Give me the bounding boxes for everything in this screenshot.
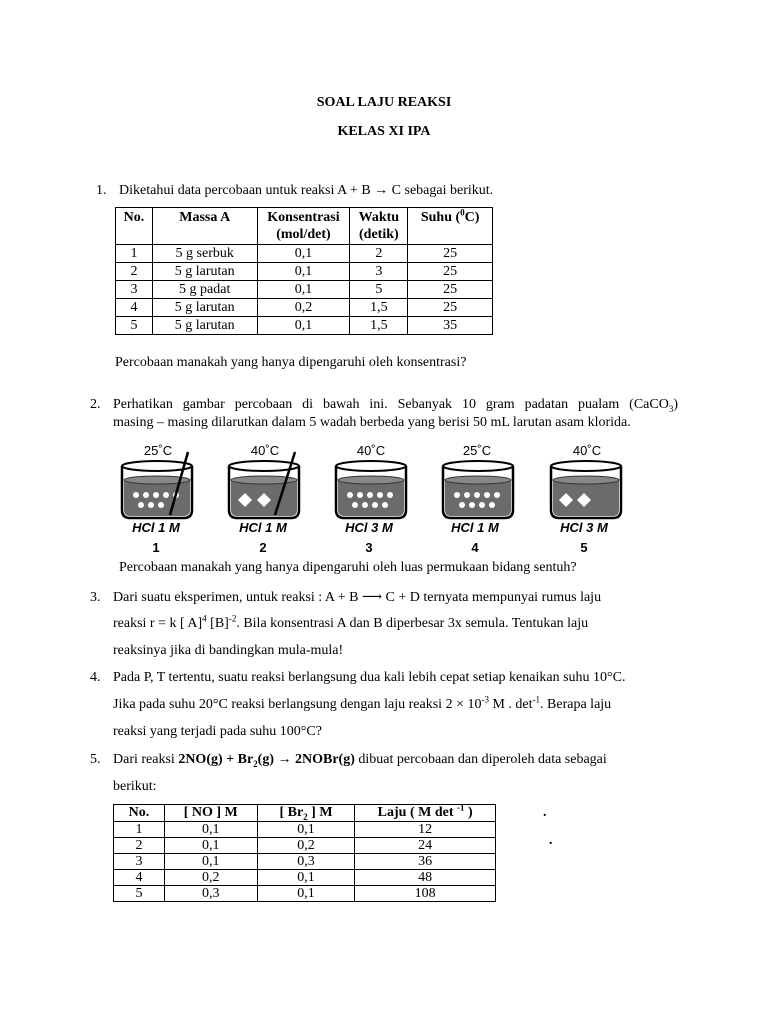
cell-massa: 5 g serbuk: [152, 245, 257, 263]
table-row: [114, 854, 496, 870]
cell-no-conc: 0,3: [164, 886, 257, 902]
q5-table: [113, 804, 496, 902]
q5-line2: berikut:: [113, 779, 157, 794]
cell-konsentrasi: 0,1: [257, 317, 350, 335]
cell-waktu: 3: [350, 263, 408, 281]
q1-table: [115, 207, 493, 335]
cell-no: 5: [116, 317, 153, 335]
q2-line1: Perhatikan gambar percobaan di bawah ini. Sebanyak 10 gram padatan pualam (CaCO$_3$): [113, 397, 678, 414]
beaker-1: [122, 452, 192, 518]
cell-br: 0,1: [257, 870, 355, 886]
q1-header-massa: Massa A: [152, 208, 257, 245]
q5-header-laju: Laju ( M det $^{-1}$ ): [355, 805, 496, 822]
cell-waktu: 1,5: [350, 317, 408, 335]
beaker-1-temp: 25˚C: [143, 443, 173, 458]
table-row: [116, 263, 493, 281]
q1-header-no: No.: [116, 208, 153, 245]
cell-no: 5: [114, 886, 165, 902]
q5-reaction: $2NO(g) + Br_2(g)$ → 2NOBr(g): [178, 752, 355, 769]
beaker-2-acid: HCl 1 M: [239, 520, 287, 535]
q1-number: 1.: [96, 183, 107, 198]
cell-laju: 24: [355, 838, 496, 854]
cell-no: 2: [114, 838, 165, 854]
table-row: [116, 299, 493, 317]
cell-konsentrasi: 0,1: [257, 281, 350, 299]
cell-konsentrasi: 0,1: [257, 263, 350, 281]
q1-table-header: [116, 208, 493, 245]
beaker-2-number: 2: [259, 540, 267, 555]
q1-header-suhu: Suhu ($^0$C): [408, 208, 493, 245]
table-row: [116, 317, 493, 335]
cell-no-conc: 0,1: [164, 854, 257, 870]
cell-no: 2: [116, 263, 153, 281]
table-row: [114, 822, 496, 838]
q5-line1: Dari reaksi $2NO(g) + Br_2(g)$ → 2NOBr(g) dibuat percobaan dan diperoleh data sebagai: [113, 752, 607, 769]
table-row: [116, 281, 493, 299]
cell-br: 0,1: [257, 886, 355, 902]
beaker-3-number: 3: [365, 540, 373, 555]
cell-massa: 5 g larutan: [152, 317, 257, 335]
beaker-5-acid: HCl 3 M: [560, 520, 608, 535]
cell-no-conc: 0,1: [164, 838, 257, 854]
cell-konsentrasi: 0,2: [257, 299, 350, 317]
cell-laju: 108: [355, 886, 496, 902]
q4-line1: Pada P, T tertentu, suatu reaksi berlangsung dua kali lebih cepat setiap kenaikan suhu 10°C.: [113, 670, 626, 685]
q3-number: 3.: [90, 590, 101, 605]
q1-question: Percobaan manakah yang hanya dipengaruhi oleh konsentrasi?: [115, 355, 467, 370]
beaker-4-acid: HCl 1 M: [451, 520, 499, 535]
cell-massa: 5 g larutan: [152, 263, 257, 281]
cell-br: 0,3: [257, 854, 355, 870]
q1-header-waktu: Waktu (detik): [350, 208, 408, 245]
cell-waktu: 5: [350, 281, 408, 299]
q1-header-konsentrasi: Konsentrasi (mol/det): [257, 208, 350, 245]
cell-suhu: 25: [408, 245, 493, 263]
q2-number: 2.: [90, 397, 101, 412]
cell-br: 0,1: [257, 822, 355, 838]
q4-line2: Jika pada suhu 20°C reaksi berlangsung dengan laju reaksi $2 \times 10^{-3}$ M . $\det^{-1}$. Berapa laju: [113, 694, 612, 712]
beaker-2-temp: 40˚C: [250, 443, 280, 458]
cell-konsentrasi: 0,1: [257, 245, 350, 263]
cell-massa: 5 g larutan: [152, 299, 257, 317]
beaker-3: [336, 461, 406, 518]
q2-question: Percobaan manakah yang hanya dipengaruhi oleh luas permukaan bidang sentuh?: [119, 560, 577, 575]
q1-intro: Diketahui data percobaan untuk reaksi A + B → C sebagai berikut.: [119, 183, 494, 198]
beaker-5-number: 5: [580, 540, 588, 555]
cell-no-conc: 0,1: [164, 822, 257, 838]
page-title: SOAL LAJU REAKSI: [316, 95, 452, 110]
cell-laju: 12: [355, 822, 496, 838]
cell-suhu: 25: [408, 299, 493, 317]
cell-waktu: 2: [350, 245, 408, 263]
q3-line3: reaksinya jika di bandingkan mula-mula!: [113, 643, 344, 658]
cell-laju: 48: [355, 870, 496, 886]
q2-line2: masing – masing dilarutkan dalam 5 wadah berbeda yang berisi 50 mL larutan asam klorida.: [113, 415, 631, 430]
table-row: [114, 838, 496, 854]
cell-no-conc: 0,2: [164, 870, 257, 886]
reaction-arrow-icon: →: [374, 183, 389, 198]
cell-no: 3: [116, 281, 153, 299]
q5-header-no: No.: [114, 805, 165, 822]
q5-header-no-conc: [ NO ] M: [164, 805, 257, 822]
beaker-1-number: 1: [152, 540, 160, 555]
cell-waktu: 1,5: [350, 299, 408, 317]
table-row: [114, 870, 496, 886]
q4-line3: reaksi yang terjadi pada suhu 100°C?: [113, 724, 322, 739]
q4-number: 4.: [90, 670, 101, 685]
cell-laju: 36: [355, 854, 496, 870]
beaker-5-temp: 40˚C: [572, 443, 602, 458]
table-row: [114, 886, 496, 902]
beaker-4-temp: 25˚C: [462, 443, 492, 458]
table-row: [116, 245, 493, 263]
beaker-3-temp: 40˚C: [356, 443, 386, 458]
q5-number: 5.: [90, 752, 101, 767]
beaker-5: [551, 461, 621, 518]
reaction-arrow-icon: ⟶: [361, 590, 383, 605]
reaction-arrow-icon: →: [277, 752, 292, 767]
stray-dot: .: [549, 833, 553, 848]
cell-suhu: 35: [408, 317, 493, 335]
cell-no: 4: [114, 870, 165, 886]
stray-dot: .: [543, 805, 547, 820]
q5-table-header: [114, 805, 496, 822]
beaker-4-number: 4: [471, 540, 479, 555]
beaker-3-acid: HCl 3 M: [345, 520, 393, 535]
cell-no: 1: [116, 245, 153, 263]
page-subtitle: KELAS XI IPA: [337, 124, 431, 139]
cell-no: 3: [114, 854, 165, 870]
beaker-2: [229, 452, 299, 518]
cell-no: 4: [116, 299, 153, 317]
q3-line1: Dari suatu eksperimen, untuk reaksi : A + B ⟶ C + D ternyata mempunyai rumus laju: [113, 590, 602, 605]
cell-br: 0,2: [257, 838, 355, 854]
beaker-4: [443, 461, 513, 518]
q3-line2: reaksi r = k [ A]$^4$ $[B]^{-2}$. Bila konsentrasi A dan B diperbesar 3x semula. Tentukan laju: [113, 613, 589, 631]
cell-suhu: 25: [408, 263, 493, 281]
cell-massa: 5 g padat: [152, 281, 257, 299]
cell-suhu: 25: [408, 281, 493, 299]
q5-header-br: [ $Br_2$ ] M: [257, 805, 355, 822]
cell-no: 1: [114, 822, 165, 838]
beaker-1-acid: HCl 1 M: [132, 520, 180, 535]
